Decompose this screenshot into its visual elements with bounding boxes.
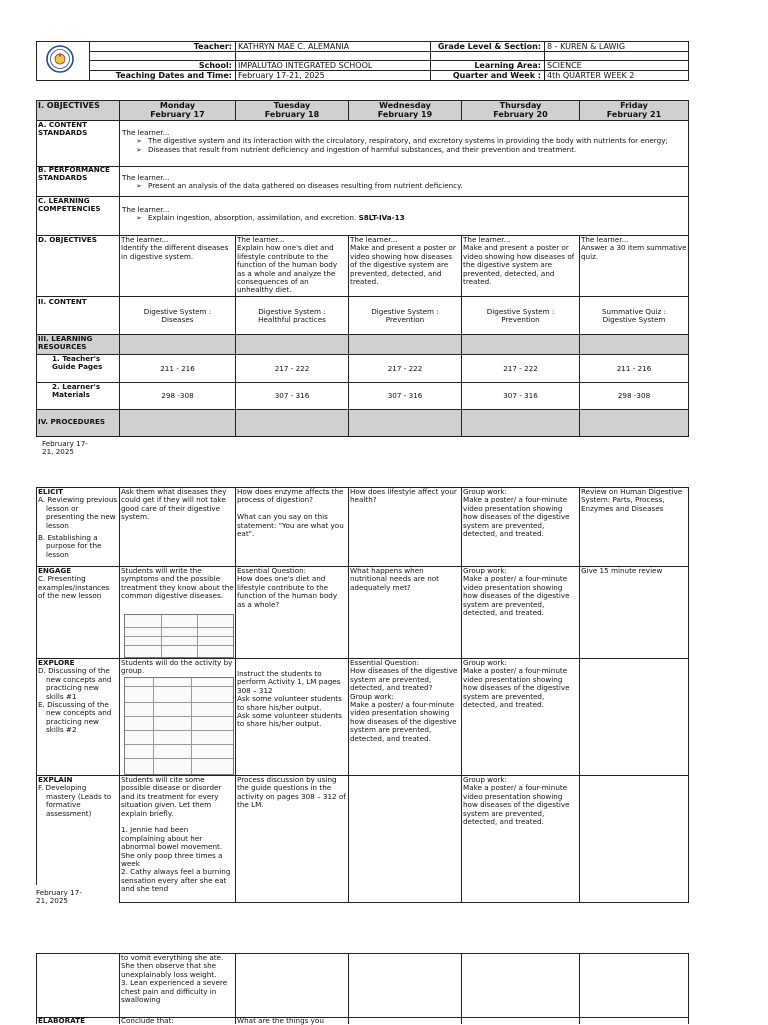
lm-friday: 298 -308 bbox=[617, 392, 651, 400]
teacher-label: Teacher: bbox=[193, 42, 232, 51]
symptoms-table-thumbnail bbox=[124, 614, 234, 658]
content-label: II. CONTENT bbox=[38, 298, 87, 306]
engage-label: ENGAGE C. Presenting examples/instances of the new lesson bbox=[38, 567, 110, 601]
engage-friday: Give 15 minute review bbox=[581, 567, 663, 575]
content-tuesday: Digestive System : Healthful practices bbox=[258, 308, 326, 325]
lm-thursday: 307 - 316 bbox=[503, 392, 538, 400]
explore-monday: Students will do the activity by group. bbox=[121, 659, 233, 676]
learners-materials-label: 2. Learner's Materials bbox=[52, 383, 101, 400]
learning-competencies-text: The learner... ➢ Explain ingestion, absorption, assimilation, and excretion. S8LT-IVa-13 bbox=[122, 206, 687, 223]
grade-section: 8 - KUREN & LAWIG bbox=[547, 42, 626, 51]
content-standards-label: A. CONTENT STANDARDS bbox=[38, 121, 88, 138]
elaborate-monday: Conclude that: bbox=[121, 1017, 174, 1025]
content-monday: Digestive System : Diseases bbox=[143, 308, 212, 325]
elicit-wednesday: How does lifestyle affect your health? bbox=[350, 488, 457, 505]
elaborate-label: ELABORATE bbox=[38, 1017, 85, 1025]
lm-wednesday: 307 - 316 bbox=[387, 392, 423, 400]
objective-wednesday: The learner... Make and present a poster or video showing how diseases of the digestive system are prevented, detected, and treated. bbox=[350, 236, 456, 287]
objective-thursday: The learner... Make and present a poster or video showing how diseases of the digestive system are prevented, detected, and treated. bbox=[463, 236, 575, 287]
teaching-dates: February 17-21, 2025 bbox=[238, 71, 325, 80]
day-monday: Monday February 17 bbox=[150, 101, 205, 119]
content-thursday: Digestive System : Prevention bbox=[486, 308, 555, 325]
day-tuesday: Tuesday February 18 bbox=[264, 101, 320, 119]
school-name: IMPALUTAO INTEGRATED SCHOOL bbox=[238, 61, 373, 70]
explore-thursday: Group work: Make a poster/ a four-minute video presentation showing how diseases of the digestive system are prevented, detected, and treated. bbox=[463, 659, 570, 710]
explore-label: EXPLORE D. Discussing of the new concepts and practicing new skills #1 E. Discussing of the new concepts and practicing new skills #2 bbox=[38, 659, 112, 735]
content-standards-text: The learner... ➢ The digestive system and its interaction with the circulatory, respiratory, and excretory systems in providing the body with nutrients for energy; ➢ Diseases that result from nutrient deficiency and ingestion of harmful substances, and their prevention and treatment. bbox=[122, 129, 687, 154]
engage-wednesday: What happens when nutritional needs are not adequately met? bbox=[350, 567, 440, 592]
tg-monday: 211 - 216 bbox=[160, 365, 195, 373]
tg-wednesday: 217 - 222 bbox=[387, 365, 423, 373]
day-thursday: Thursday February 20 bbox=[493, 101, 548, 119]
content-wednesday: Digestive System : Prevention bbox=[371, 308, 439, 325]
explain-label: EXPLAIN F. Developing mastery (Leads to formative assessment) bbox=[38, 776, 112, 818]
objective-monday: The learner... Identify the different diseases in digestive system. bbox=[121, 236, 229, 261]
engage-monday: Students will write the symptoms and the possible treatment they know about the common digestive diseases. bbox=[121, 567, 234, 601]
teacher-name: KATHRYN MAE C. ALEMANIA bbox=[238, 42, 350, 51]
grade-label: Grade Level & Section: bbox=[437, 42, 541, 51]
elaborate-tuesday: What are the things you bbox=[237, 1017, 324, 1025]
day-friday: Friday February 21 bbox=[606, 101, 662, 119]
performance-standards-label: B. PERFORMANCE STANDARDS bbox=[38, 166, 110, 183]
area-label: Learning Area: bbox=[474, 61, 541, 70]
performance-standards-text: The learner... ➢ Present an analysis of the data gathered on diseases resulting from nutrient deficiency. bbox=[122, 174, 687, 191]
quarter-label: Quarter and Week : bbox=[452, 71, 541, 80]
engage-tuesday: Essential Question: How does one's diet and lifestyle contribute to the function of the human body as a whole? bbox=[237, 567, 338, 609]
engage-thursday: Group work: Make a poster/ a four-minute video presentation showing how diseases of the digestive system are prevented, detected, and treated. bbox=[463, 567, 570, 618]
explain-monday: Students will cite some possible disease or disorder and its treatment for every situation given. Let them explain briefly. 1. Jennie had been complaining about her abnormal bowel movement. She only poop three times a week 2. Cathy always feel a burning sensation every after she eat and she tend bbox=[121, 776, 231, 894]
explore-tuesday: Instruct the students to perform Activity 1, LM pages 308 – 312 Ask some volunteer students to share his/her output. Ask some volunteer students to share his/her output. bbox=[237, 670, 342, 729]
learning-resources-label: III. LEARNING RESOURCES bbox=[38, 335, 93, 352]
elicit-tuesday: How does enzyme affects the process of digestion? What can you say on this statement: "You are what you eat". bbox=[237, 488, 344, 539]
day-wednesday: Wednesday February 19 bbox=[377, 101, 433, 119]
explain-monday-continued: to vomit everything she ate. She then observe that she unexplainably loss weight. 3. Lean experienced a severe chest pain and difficulty in swallowing bbox=[121, 954, 228, 1005]
content-friday: Summative Quiz : Digestive System bbox=[602, 308, 666, 325]
quarter-week: 4th QUARTER WEEK 2 bbox=[547, 71, 635, 80]
lm-tuesday: 307 - 316 bbox=[274, 392, 310, 400]
objectives-heading: I. OBJECTIVES bbox=[38, 101, 100, 110]
school-label: School: bbox=[198, 61, 232, 70]
explore-wednesday: Essential Question: How diseases of the digestive system are prevented, detected, and treated? Group work: Make a poster/ a four-minute video presentation showing how diseases of the digestive system are prevented, detected, and treated. bbox=[350, 659, 458, 743]
elicit-thursday: Group work: Make a poster/ a four-minute video presentation showing how diseases of the digestive system are prevented, detected, and treated. bbox=[463, 488, 570, 539]
page-footer-date: February 17- 21, 2025 bbox=[42, 439, 88, 457]
tg-tuesday: 217 - 222 bbox=[274, 365, 310, 373]
deped-seal-logo bbox=[46, 45, 74, 73]
learning-competencies-label: C. LEARNING COMPETENCIES bbox=[38, 197, 101, 214]
objective-friday: The learner... Answer a 30 item summative quiz. bbox=[581, 236, 687, 261]
tg-friday: 211 - 216 bbox=[616, 365, 652, 373]
activity-table-thumbnail bbox=[124, 677, 234, 775]
elicit-friday: Review on Human Digestive System: Parts, Process, Enzymes and Diseases bbox=[581, 488, 683, 513]
lm-monday: 298 -308 bbox=[161, 392, 194, 400]
learning-area: SCIENCE bbox=[547, 61, 582, 70]
procedures-label: IV. PROCEDURES bbox=[38, 418, 106, 426]
dates-label: Teaching Dates and Time: bbox=[115, 71, 232, 80]
teachers-guide-label: 1. Teacher's Guide Pages bbox=[52, 355, 103, 372]
tg-thursday: 217 - 222 bbox=[503, 365, 538, 373]
explain-tuesday: Process discussion by using the guide questions in the activity on pages 308 – 312 of the LM. bbox=[237, 776, 346, 810]
elicit-label: ELICIT A. Reviewing previous lesson or presenting the new lesson B. Establishing a purpose for the lesson bbox=[38, 488, 118, 559]
objective-tuesday: The learner... Explain how one's diet and lifestyle contribute to the function of the human body as a whole and analyze the consequences of an unhealthy diet. bbox=[237, 236, 338, 295]
page-footer-date-2: February 17- 21, 2025 bbox=[36, 888, 82, 906]
d-objectives-label: D. OBJECTIVES bbox=[38, 236, 97, 244]
explain-thursday: Group work: Make a poster/ a four-minute video presentation showing how diseases of the digestive system are prevented, detected, and treated. bbox=[463, 776, 570, 827]
elicit-monday: Ask them what diseases they could get if they will not take good care of their digestive system. bbox=[121, 488, 227, 522]
